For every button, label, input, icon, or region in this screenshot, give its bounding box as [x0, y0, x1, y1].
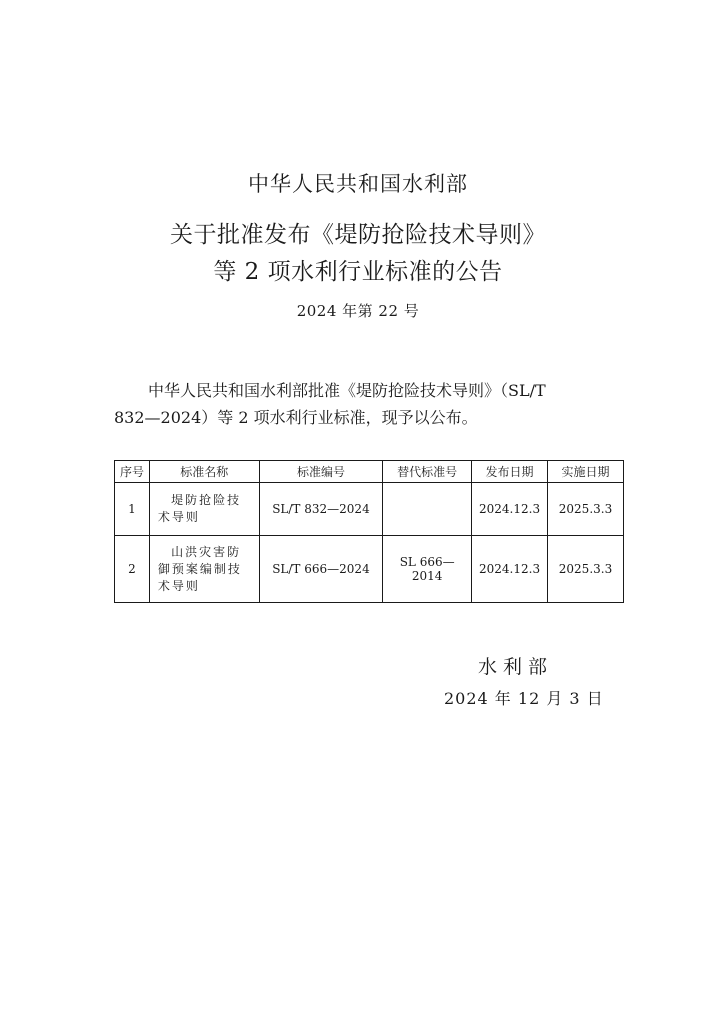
cell-standard-name: [149, 483, 259, 536]
body-paragraph-line-1: 中华人民共和国水利部批准《堤防抢险技术导则》（SL/T: [148, 381, 546, 400]
announcement-title-line-1: 关于批准发布《堤防抢险技术导则》: [170, 222, 546, 248]
cell-serial-number: 1: [115, 483, 150, 536]
standard-name-text: 堤防抢险技术导则: [157, 493, 242, 524]
cell-replaced-code: [383, 483, 472, 536]
cell-effective-date: 2025.3.3: [548, 483, 624, 536]
cell-standard-name: [149, 536, 259, 603]
standard-name-text: 山洪灾害防御预案编制技术导则: [157, 544, 242, 593]
header-standard-code: 标准编号: [259, 461, 383, 483]
header-standard-name: 标准名称: [149, 461, 259, 483]
signing-date: 2024 年 12 月 3 日: [444, 689, 604, 708]
header-serial-number: 序号: [115, 461, 150, 483]
table-row: [115, 483, 624, 536]
cell-publish-date: 2024.12.3: [472, 536, 548, 603]
issuing-ministry: 中华人民共和国水利部: [248, 172, 468, 196]
cell-publish-date: 2024.12.3: [472, 483, 548, 536]
signing-authority: 水利部: [478, 656, 554, 678]
body-paragraph-line-2: 832—2024）等 2 项水利行业标准，现予以公布。: [114, 408, 478, 427]
announcement-title-line-2: 等 2 项水利行业标准的公告: [213, 259, 503, 285]
header-publish-date: 发布日期: [472, 461, 548, 483]
header-effective-date: 实施日期: [548, 461, 624, 483]
table-row: [115, 536, 624, 603]
cell-serial-number: 2: [115, 536, 150, 603]
cell-replaced-code: SL 666—2014: [383, 536, 472, 603]
cell-standard-code: SL/T 666—2024: [259, 536, 383, 603]
header-replaced-code: 替代标准号: [383, 461, 472, 483]
table-header-row: [115, 461, 624, 483]
standards-table: [114, 460, 624, 603]
document-number: 2024 年第 22 号: [296, 302, 420, 320]
cell-standard-code: SL/T 832—2024: [259, 483, 383, 536]
cell-effective-date: 2025.3.3: [548, 536, 624, 603]
